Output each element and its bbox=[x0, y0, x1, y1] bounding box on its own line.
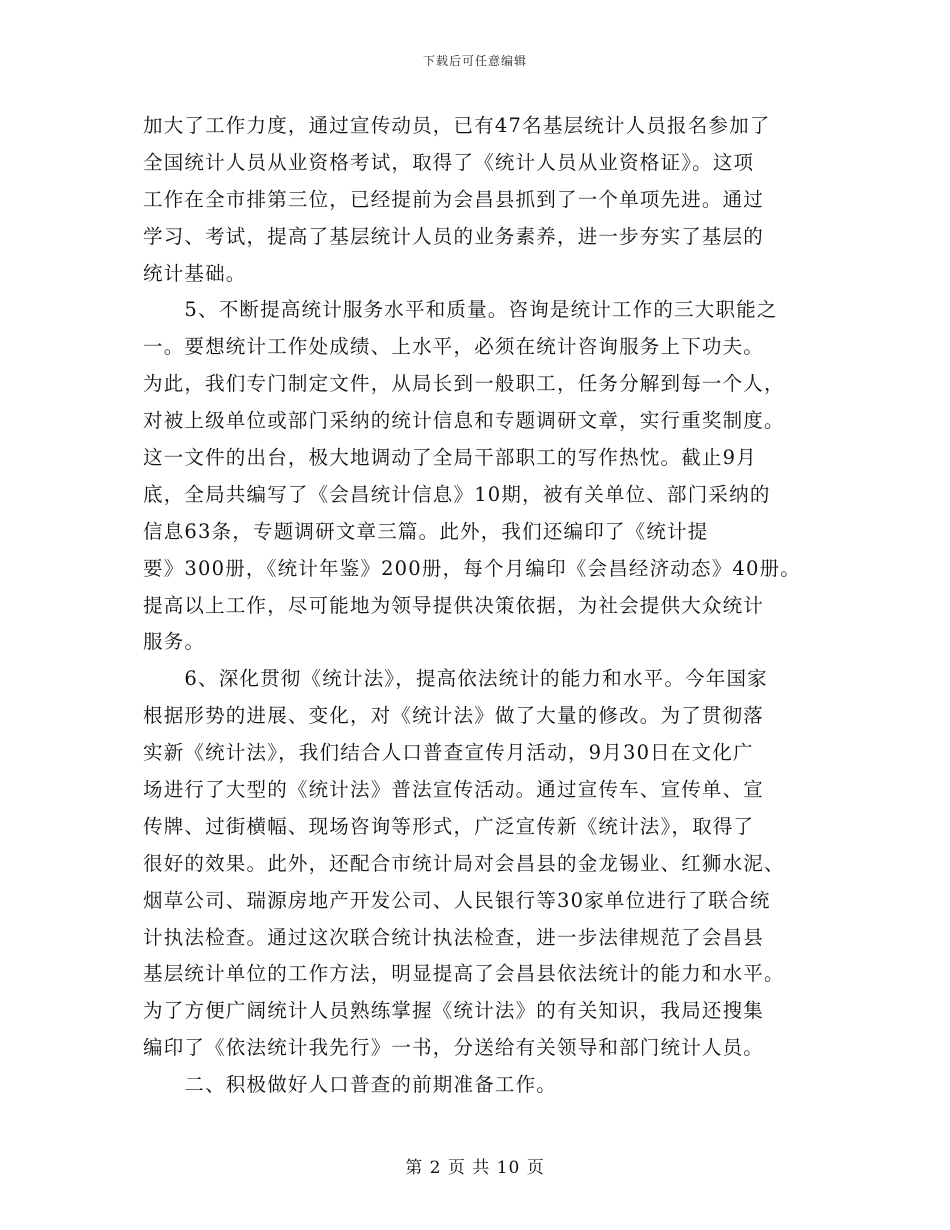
text-line: 这一文件的出台，极大地调动了全局干部职工的写作热忱。截止9月 bbox=[143, 446, 757, 470]
text-line: 计执法检查。通过这次联合统计执法检查，进一步法律规范了会昌县 bbox=[143, 925, 765, 949]
text-line: 基层统计单位的工作方法，明显提高了会昌县依法统计的能力和水平。 bbox=[143, 962, 785, 986]
text-line: 传牌、过街横幅、现场咨询等形式，广泛宣传新《统计法》，取得了 bbox=[143, 814, 755, 838]
text-line: 统计基础。 bbox=[143, 261, 247, 285]
text-line: 服务。 bbox=[143, 630, 206, 654]
text-line: 二、积极做好人口普查的前期准备工作。 bbox=[143, 1073, 558, 1097]
text-line: 编印了《依法统计我先行》一书，分送给有关领导和部门统计人员。 bbox=[143, 1036, 765, 1060]
text-line: 5、不断提高统计服务水平和质量。咨询是统计工作的三大职能之 bbox=[143, 298, 778, 322]
text-line: 实新《统计法》，我们结合人口普查宣传月活动，9月30日在文化广 bbox=[143, 741, 754, 765]
text-line: 很好的效果。此外，还配合市统计局对会昌县的金龙锡业、红狮水泥、 bbox=[143, 851, 785, 875]
text-line: 全国统计人员从业资格考试，取得了《统计人员从业资格证》。这项 bbox=[143, 150, 755, 174]
document-body bbox=[143, 108, 823, 1104]
text-line: 加大了工作力度，通过宣传动员，已有47名基层统计人员报名参加了 bbox=[143, 114, 771, 137]
text-line: 6、深化贯彻《统计法》，提高依法统计的能力和水平。今年国家 bbox=[143, 667, 768, 691]
text-line: 底，全局共编写了《会昌统计信息》10期，被有关单位、部门采纳的 bbox=[143, 482, 771, 506]
text-line: 工作在全市排第三位，已经提前为会昌县抓到了一个单项先进。通过 bbox=[143, 187, 765, 211]
text-line: 一。要想统计工作处成绩、上水平，必须在统计咨询服务上下功夫。 bbox=[143, 335, 765, 359]
text-line: 烟草公司、瑞源房地产开发公司、人民银行等30家单位进行了联合统 bbox=[143, 888, 771, 912]
page-number: 第 2 页 共 10 页 bbox=[405, 1158, 545, 1178]
text-line: 为了方便广阔统计人员熟练掌握《统计法》的有关知识，我局还搜集 bbox=[143, 999, 765, 1023]
text-line: 对被上级单位或部门采纳的统计信息和专题调研文章，实行重奖制度。 bbox=[143, 409, 785, 433]
page-header: 下载后可任意编辑 bbox=[422, 54, 527, 68]
text-line: 为此，我们专门制定文件，从局长到一般职工，任务分解到每一个人， bbox=[143, 372, 785, 396]
text-line: 信息63条，专题调研文章三篇。此外，我们还编印了《统计提 bbox=[143, 519, 709, 543]
text-line: 根据形势的进展、变化，对《统计法》做了大量的修改。为了贯彻落 bbox=[143, 704, 765, 728]
text-line: 场进行了大型的《统计法》普法宣传活动。通过宣传车、宣传单、宣 bbox=[143, 778, 765, 802]
text-line: 提高以上工作，尽可能地为领导提供决策依据，为社会提供大众统计 bbox=[143, 593, 765, 617]
text-line: 要》300册，《统计年鉴》200册，每个月编印《会昌经济动态》40册。 bbox=[143, 556, 802, 580]
text-line: 学习、考试，提高了基层统计人员的业务素养，进一步夯实了基层的 bbox=[143, 224, 765, 248]
